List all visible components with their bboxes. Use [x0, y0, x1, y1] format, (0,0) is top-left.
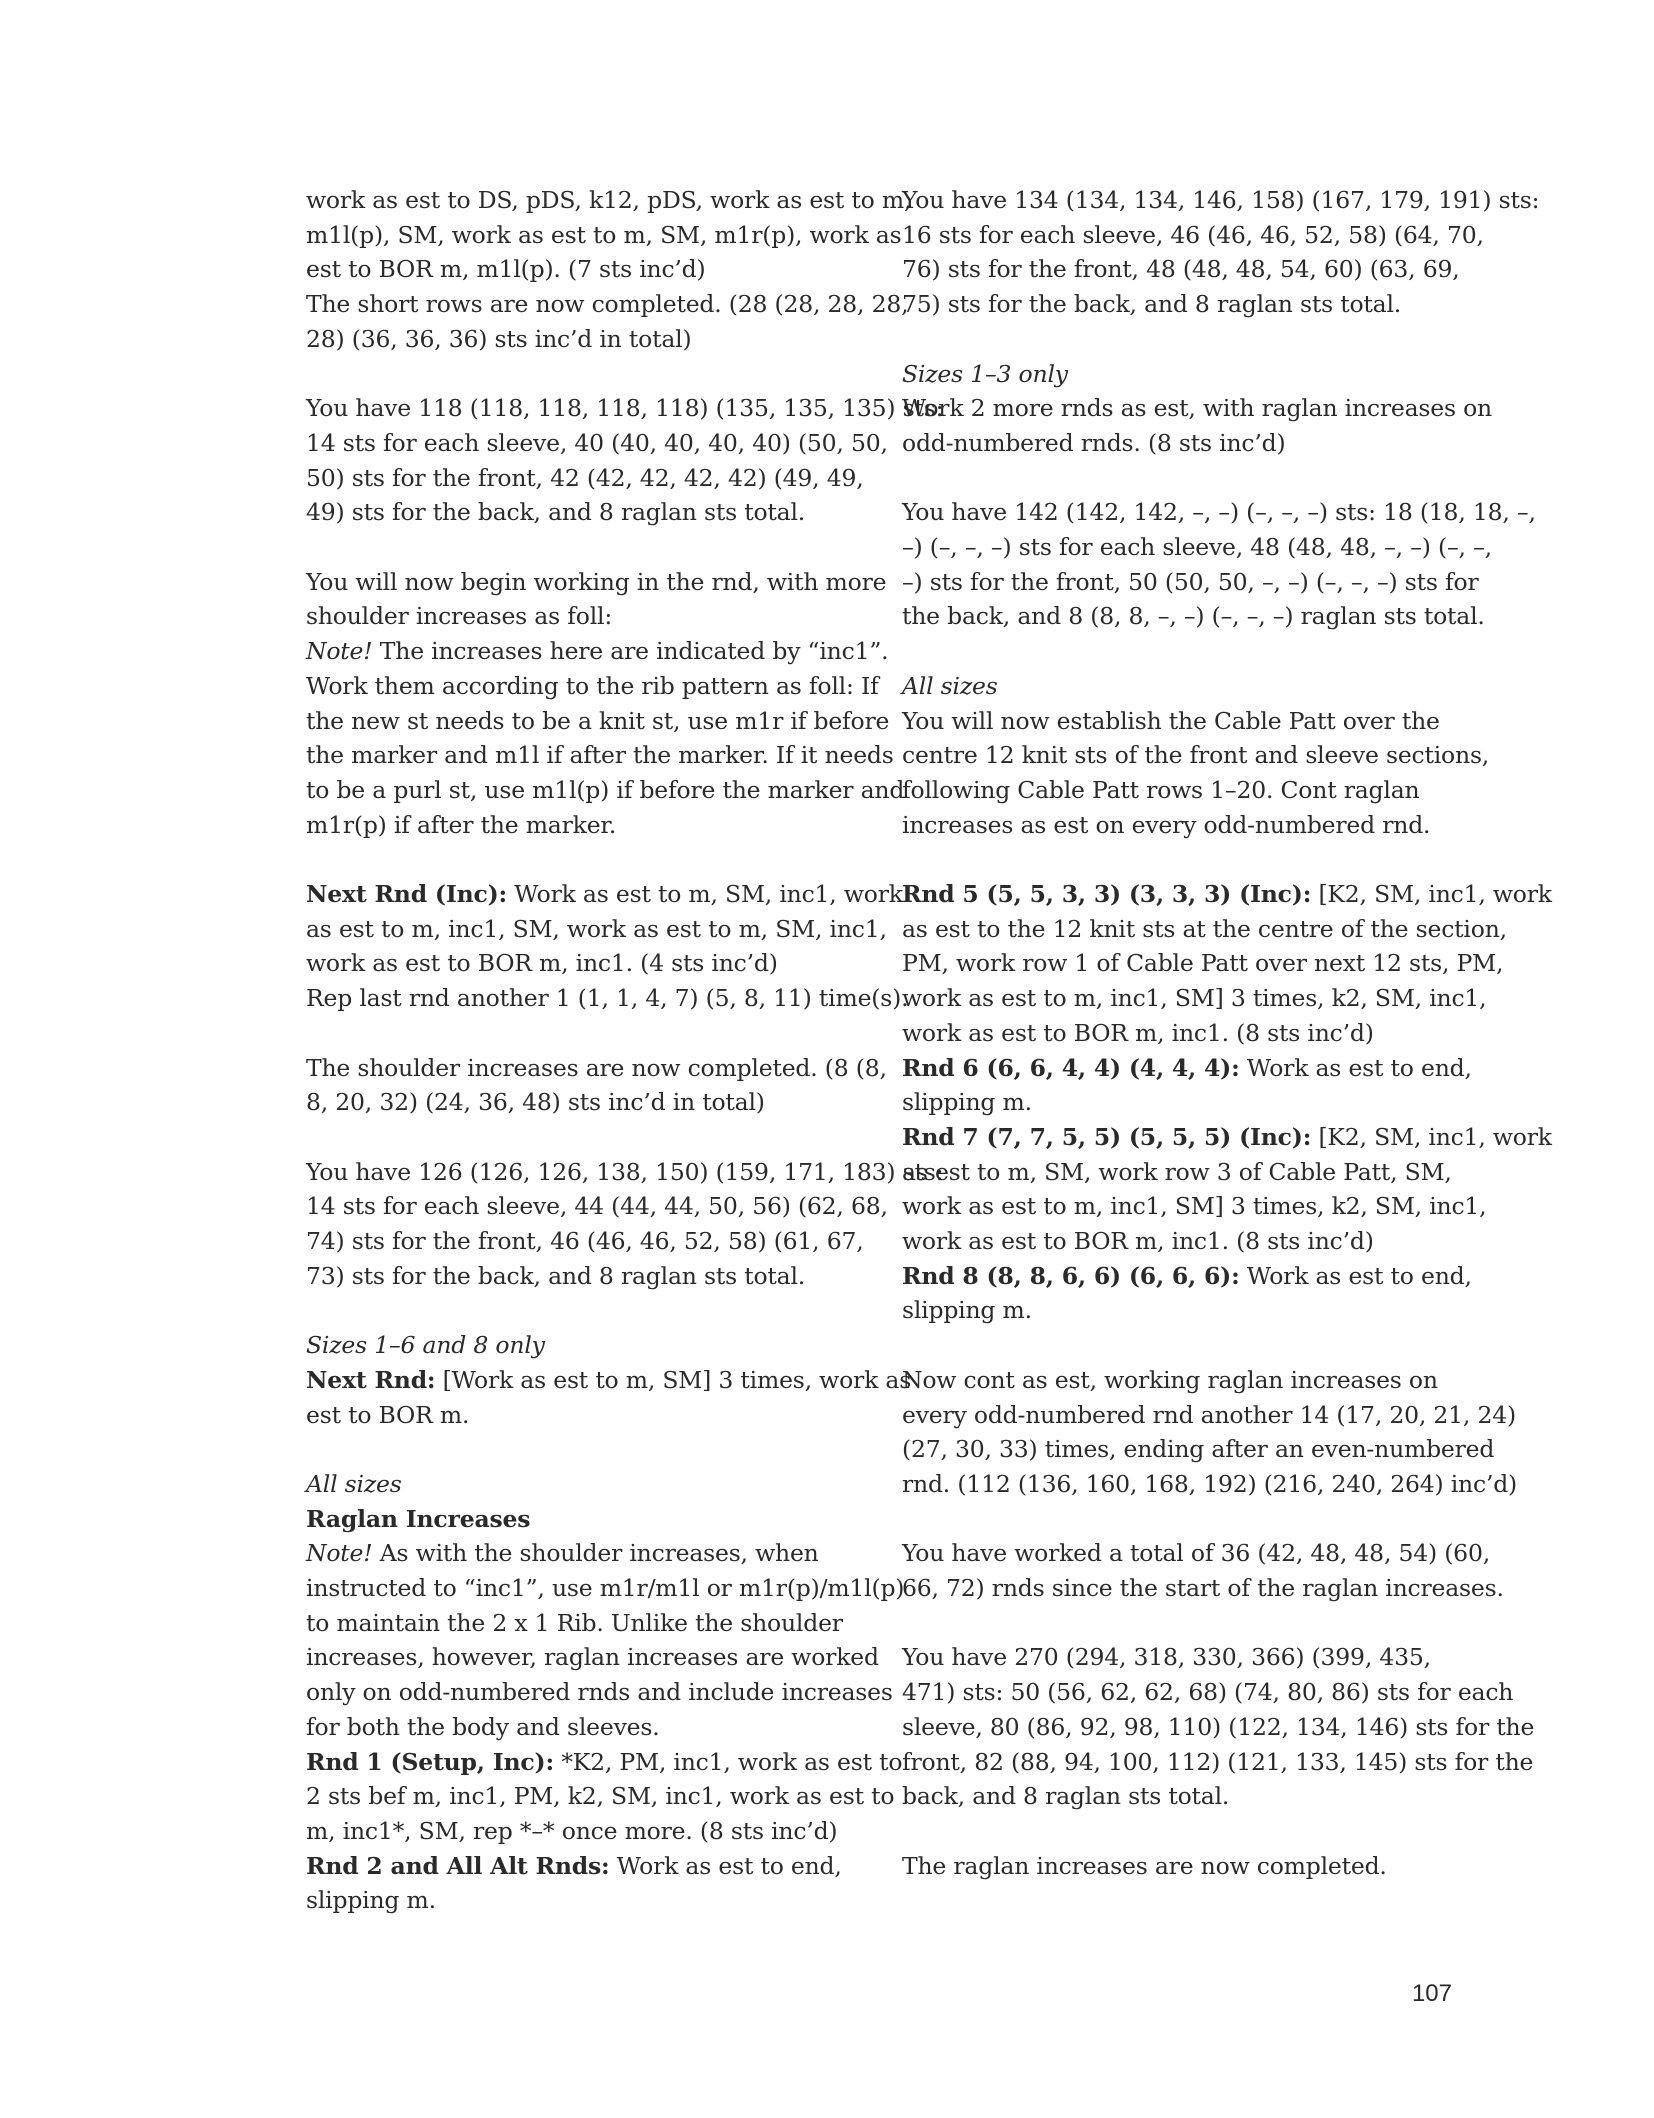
- text-line: the new st needs to be a knit st, use m1r if before: [306, 706, 890, 735]
- stitch-count-paragraph: [902, 495, 1536, 634]
- rnd-5-8-instructions: [902, 877, 1552, 1328]
- text-line: m1l(p), SM, work as est to m, SM, m1r(p), work as: [306, 220, 902, 249]
- text-line: You have 134 (134, 134, 146, 158) (167, 179, 191) sts:: [902, 186, 1540, 214]
- instruction-text: Work as est to end,: [1239, 1261, 1472, 1290]
- text-line: Rep last rnd another 1 (1, 1, 4, 7) (5, 8, 11) time(s).: [306, 984, 909, 1013]
- text-line: work as est to BOR m, inc1. (4 sts inc’d): [306, 949, 778, 978]
- raglan-increases-section: [306, 1467, 905, 1918]
- instruction-line: [902, 1259, 1472, 1294]
- instruction-line: [306, 1363, 912, 1398]
- sizes-1-6-and-8-section: [306, 1328, 912, 1432]
- note-line: [306, 634, 889, 669]
- text-line: The raglan increases are now completed.: [902, 1851, 1387, 1880]
- text-line: as est to the 12 knit sts at the centre of the section,: [902, 914, 1507, 943]
- instruction-line: [902, 1120, 1552, 1155]
- note-text: The increases here are indicated by “inc1”.: [372, 637, 889, 666]
- text-line: to maintain the 2 x 1 Rib. Unlike the shoulder: [306, 1608, 843, 1637]
- text-line: to be a purl st, use m1l(p) if before the marker and: [306, 775, 905, 804]
- text-line: 74) sts for the front, 46 (46, 46, 52, 58) (61, 67,: [306, 1227, 864, 1256]
- text-line: You have worked a total of 36 (42, 48, 48, 54) (60,: [902, 1539, 1490, 1568]
- instruction-line: [902, 1051, 1472, 1086]
- text-line: You have 142 (142, 142, –, –) (–, –, –) sts: 18 (18, 18, –,: [902, 498, 1536, 527]
- stitch-count-paragraph: [902, 1640, 1535, 1814]
- instruction-text: Work as est to end,: [609, 1851, 842, 1880]
- text-line: 14 sts for each sleeve, 44 (44, 44, 50, 56) (62, 68,: [306, 1192, 888, 1221]
- instruction-label: Next Rnd (Inc):: [306, 880, 508, 909]
- text-line: You will now begin working in the rnd, with more: [306, 567, 887, 596]
- note-line: [306, 1536, 851, 1571]
- text-line: following Cable Patt rows 1–20. Cont raglan: [902, 775, 1420, 804]
- text-line: work as est to m, inc1, SM] 3 times, k2, SM, inc1,: [902, 1192, 1487, 1221]
- text-line: increases as est on every odd-numbered rnd.: [902, 810, 1431, 839]
- stitch-count-paragraph: [306, 391, 944, 530]
- text-line: slipping m.: [902, 1296, 1032, 1325]
- sizes-1-3-section: [902, 357, 1492, 461]
- text-line: every odd-numbered rnd another 14 (17, 20, 21, 24): [902, 1400, 1516, 1429]
- right-column: [902, 183, 1552, 1918]
- text-line: centre 12 knit sts of the front and sleeve sections,: [902, 741, 1490, 770]
- section-heading: Raglan Increases: [306, 1504, 531, 1533]
- text-line: 14 sts for each sleeve, 40 (40, 40, 40, 40) (50, 50,: [306, 428, 888, 457]
- text-line: rnd. (112 (136, 160, 168, 192) (216, 240, 264) inc’d): [902, 1469, 1518, 1498]
- text-line: Work 2 more rnds as est, with raglan increases on: [902, 394, 1492, 423]
- text-line: slipping m.: [306, 1886, 436, 1915]
- text-line: PM, work row 1 of Cable Patt over next 12 sts, PM,: [902, 949, 1504, 978]
- text-line: back, and 8 raglan sts total.: [902, 1782, 1230, 1811]
- text-line: 49) sts for the back, and 8 raglan sts total.: [306, 498, 806, 527]
- text-line: work as est to BOR m, inc1. (8 sts inc’d): [902, 1018, 1374, 1047]
- text-line: 2 sts bef m, inc1, PM, k2, SM, inc1, work as est to: [306, 1782, 895, 1811]
- cable-patt-section: [902, 669, 1490, 843]
- text-line: est to BOR m.: [306, 1400, 470, 1429]
- instruction-line: [306, 1745, 903, 1780]
- instruction-text: [K2, SM, inc1, work: [1311, 880, 1552, 908]
- instruction-line: [306, 1849, 851, 1884]
- short-rows-paragraph: [306, 183, 912, 357]
- text-line: instructed to “inc1”, use m1r/m1l or m1r(p)/m1l(p): [306, 1574, 905, 1603]
- text-line: 50) sts for the front, 42 (42, 42, 42, 42) (49, 49,: [306, 463, 864, 492]
- text-line: the marker and m1l if after the marker. If it needs: [306, 741, 894, 770]
- size-heading: Sizes 1–6 and 8 only: [306, 1331, 545, 1360]
- text-line: The short rows are now completed. (28 (28, 28, 28,: [306, 290, 909, 319]
- note-text: As with the shoulder increases, when: [372, 1539, 819, 1568]
- instruction-text: Work as est to end,: [1239, 1053, 1472, 1082]
- text-line: the back, and 8 (8, 8, –, –) (–, –, –) raglan sts total.: [902, 602, 1485, 631]
- instruction-text: *K2, PM, inc1, work as est to: [553, 1747, 903, 1776]
- text-line: Work them according to the rib pattern as foll: If: [306, 671, 879, 700]
- instruction-text: [Work as est to m, SM] 3 times, work as: [435, 1365, 912, 1394]
- continue-raglan-paragraph: [902, 1363, 1518, 1502]
- text-line: 66, 72) rnds since the start of the raglan increases.: [902, 1574, 1504, 1603]
- text-line: work as est to BOR m, inc1. (8 sts inc’d): [902, 1227, 1374, 1256]
- size-heading: Sizes 1–3 only: [902, 359, 1068, 388]
- text-line: for both the body and sleeves.: [306, 1712, 660, 1741]
- note-label: Note!: [306, 1539, 373, 1568]
- text-line: m1r(p) if after the marker.: [306, 810, 617, 839]
- instruction-label: Rnd 1 (Setup, Inc):: [306, 1747, 554, 1776]
- shoulder-complete-paragraph: [306, 1051, 887, 1120]
- text-line: –) sts for the front, 50 (50, 50, –, –) (–, –, –) sts for: [902, 567, 1479, 596]
- text-line: You will now establish the Cable Patt over the: [902, 706, 1440, 735]
- text-line: m, inc1*, SM, rep *–* once more. (8 sts inc’d): [306, 1816, 838, 1845]
- size-heading: All sizes: [306, 1469, 402, 1498]
- raglan-complete-paragraph: [902, 1849, 1457, 1884]
- text-line: work as est to m, inc1, SM] 3 times, k2, SM, inc1,: [902, 984, 1487, 1013]
- text-line: odd-numbered rnds. (8 sts inc’d): [902, 428, 1286, 457]
- size-heading: All sizes: [902, 671, 998, 700]
- text-line: est to BOR m, m1l(p). (7 sts inc’d): [306, 255, 706, 284]
- text-line: 76) sts for the front, 48 (48, 48, 54, 60) (63, 69,: [902, 255, 1460, 284]
- text-line: 75) sts for the back, and 8 raglan sts total.: [902, 290, 1402, 319]
- instruction-text: [K2, SM, inc1, work: [1311, 1122, 1552, 1151]
- text-line: 16 sts for each sleeve, 46 (46, 46, 52, 58) (64, 70,: [902, 220, 1484, 249]
- text-line: 28) (36, 36, 36) sts inc’d in total): [306, 324, 692, 353]
- instruction-label: Rnd 5 (5, 5, 3, 3) (3, 3, 3) (Inc):: [902, 880, 1312, 908]
- text-line: You have 118 (118, 118, 118, 118) (135, 135, 135) sts:: [306, 394, 944, 423]
- text-line: Now cont as est, working raglan increases on: [902, 1365, 1438, 1394]
- text-line: work as est to DS, pDS, k12, pDS, work as est to m,: [306, 186, 912, 214]
- instruction-label: Rnd 7 (7, 7, 5, 5) (5, 5, 5) (Inc):: [902, 1122, 1312, 1151]
- text-line: increases, however, raglan increases are worked: [306, 1643, 879, 1672]
- note-label: Note!: [306, 637, 373, 666]
- text-line: 73) sts for the back, and 8 raglan sts total.: [306, 1261, 806, 1290]
- instruction-label: Rnd 8 (8, 8, 6, 6) (6, 6, 6):: [902, 1261, 1240, 1290]
- text-line: You have 270 (294, 318, 330, 366) (399, 435,: [902, 1643, 1431, 1672]
- stitch-count-paragraph: [306, 1155, 944, 1294]
- text-line: The shoulder increases are now completed. (8 (8,: [306, 1053, 887, 1082]
- text-line: 471) sts: 50 (56, 62, 62, 68) (74, 80, 86) sts for each: [902, 1678, 1514, 1707]
- instruction-text: Work as est to m, SM, inc1, work: [507, 880, 903, 909]
- next-rnd-inc-instruction: [306, 877, 909, 1016]
- text-line: 8, 20, 32) (24, 36, 48) sts inc’d in total): [306, 1088, 765, 1117]
- text-line: only on odd-numbered rnds and include increases: [306, 1678, 893, 1707]
- left-column: [306, 183, 944, 1953]
- instruction-label: Rnd 2 and All Alt Rnds:: [306, 1851, 610, 1880]
- text-line: (27, 30, 33) times, ending after an even-numbered: [902, 1435, 1495, 1464]
- text-line: sleeve, 80 (86, 92, 98, 110) (122, 134, 146) sts for the: [902, 1712, 1535, 1741]
- instruction-line: [306, 877, 903, 912]
- rounds-total-paragraph: [902, 1536, 1504, 1605]
- instruction-label: Rnd 6 (6, 6, 4, 4) (4, 4, 4):: [902, 1053, 1240, 1082]
- text-line: –) (–, –, –) sts for each sleeve, 48 (48, 48, –, –) (–, –,: [902, 533, 1492, 561]
- text-line: as est to m, SM, work row 3 of Cable Patt, SM,: [902, 1157, 1452, 1186]
- text-line: shoulder increases as foll:: [306, 602, 613, 631]
- text-line: You have 126 (126, 126, 138, 150) (159, 171, 183) sts:: [306, 1157, 944, 1186]
- page-number: 107: [1411, 1980, 1452, 2007]
- text-line: as est to m, inc1, SM, work as est to m, SM, inc1,: [306, 914, 887, 943]
- text-line: slipping m.: [902, 1088, 1032, 1117]
- stitch-count-paragraph: [902, 183, 1540, 322]
- instruction-line: [902, 877, 1552, 912]
- text-line: front, 82 (88, 94, 100, 112) (121, 133, 145) sts for the: [902, 1747, 1534, 1776]
- instruction-label: Next Rnd:: [306, 1365, 436, 1394]
- shoulder-increases-intro: [306, 565, 905, 843]
